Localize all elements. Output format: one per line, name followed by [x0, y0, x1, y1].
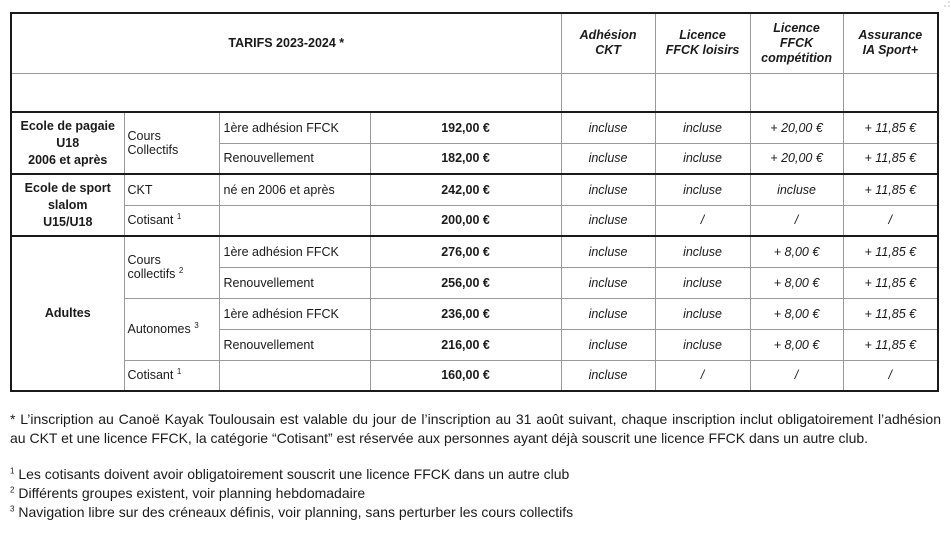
row-type: Renouvellement	[219, 329, 370, 360]
row-type: 1ère adhésion FFCK	[219, 112, 370, 143]
row-price: 236,00 €	[370, 298, 561, 329]
sub-cours-collectifs-adultes: Cours collectifs $^2$	[124, 236, 219, 298]
row-type	[219, 205, 370, 236]
footnotes	[10, 410, 941, 522]
table-row: Autonomes $^3$ 1ère adhésion FFCK 236,00 € incluse incluse + 8,00 € + 11,85 €	[11, 298, 938, 329]
row-price: 192,00 €	[370, 112, 561, 143]
table-row: Cotisant $^1$ 160,00 € incluse / / /	[11, 360, 938, 391]
table-row: Ecole de pagaie U18 2006 et après Cours Collectifs 1ère adhésion FFCK 192,00 € incluse incluse + 20,00 € + 11,85 €	[11, 112, 938, 143]
tarifs-table	[10, 12, 939, 392]
row-type: né en 2006 et après	[219, 174, 370, 205]
row-price: 200,00 €	[370, 205, 561, 236]
row-price: 256,00 €	[370, 267, 561, 298]
sub-cotisant: Cotisant $^1$	[124, 205, 219, 236]
table-row: Renouvellement 216,00 € incluse incluse + 8,00 € + 11,85 €	[11, 329, 938, 360]
row-type	[219, 360, 370, 391]
row-type: 1ère adhésion FFCK	[219, 298, 370, 329]
sub-cotisant-adultes: Cotisant $^1$	[124, 360, 219, 391]
row-type: Renouvellement	[219, 143, 370, 174]
row-price: 160,00 €	[370, 360, 561, 391]
table-title: TARIFS 2023-2024 *	[11, 13, 561, 73]
resize-grip-icon	[943, 0, 951, 8]
row-type: Renouvellement	[219, 267, 370, 298]
header-assurance: Assurance IA Sport+	[843, 13, 938, 73]
header-licence-competition: Licence FFCK compétition	[750, 13, 843, 73]
row-price: 242,00 €	[370, 174, 561, 205]
group-ecole-slalom: Ecole de sport slalom U15/U18	[11, 174, 124, 236]
group-adultes: Adultes	[11, 236, 124, 391]
empty-row	[11, 73, 938, 112]
table-row: Cotisant $^1$ 200,00 € incluse / / /	[11, 205, 938, 236]
row-price: 276,00 €	[370, 236, 561, 267]
sub-cours-collectifs: Cours Collectifs	[124, 112, 219, 174]
main-note: * L’inscription au Canoë Kayak Toulousain est valable du jour de l’inscription au 31 août suivant, chaque inscription inclut obligatoirement l’adhésion au CKT et une licence FFCK, la catégorie “Cotisant” est réservée aux personnes ayant déjà souscrit une licence FFCK dans un autre club.	[10, 411, 941, 446]
header-adhesion: Adhésion CKT	[561, 13, 655, 73]
table-row: Renouvellement 182,00 € incluse incluse + 20,00 € + 11,85 €	[11, 143, 938, 174]
row-price: 216,00 €	[370, 329, 561, 360]
table-row: Ecole de sport slalom U15/U18 CKT né en 2006 et après 242,00 € incluse incluse incluse + 11,85 €	[11, 174, 938, 205]
footnote-2: $^2$ Différents groupes existent, voir planning hebdomadaire	[10, 485, 366, 501]
group-ecole-pagaie: Ecole de pagaie U18 2006 et après	[11, 112, 124, 174]
row-price: 182,00 €	[370, 143, 561, 174]
table-row: Adultes Cours collectifs $^2$ 1ère adhésion FFCK 276,00 € incluse incluse + 8,00 € + 11,85 €	[11, 236, 938, 267]
sub-ckt: CKT	[124, 174, 219, 205]
row-type: 1ère adhésion FFCK	[219, 236, 370, 267]
header-licence-loisirs: Licence FFCK loisirs	[655, 13, 750, 73]
table-row: Renouvellement 256,00 € incluse incluse + 8,00 € + 11,85 €	[11, 267, 938, 298]
footnote-1: $^1$ Les cotisants doivent avoir obligatoirement souscrit une licence FFCK dans un autre club	[10, 466, 570, 482]
sub-autonomes: Autonomes $^3$	[124, 298, 219, 360]
footnote-3: $^3$ Navigation libre sur des créneaux définis, voir planning, sans perturber les cours collectifs	[10, 504, 574, 520]
